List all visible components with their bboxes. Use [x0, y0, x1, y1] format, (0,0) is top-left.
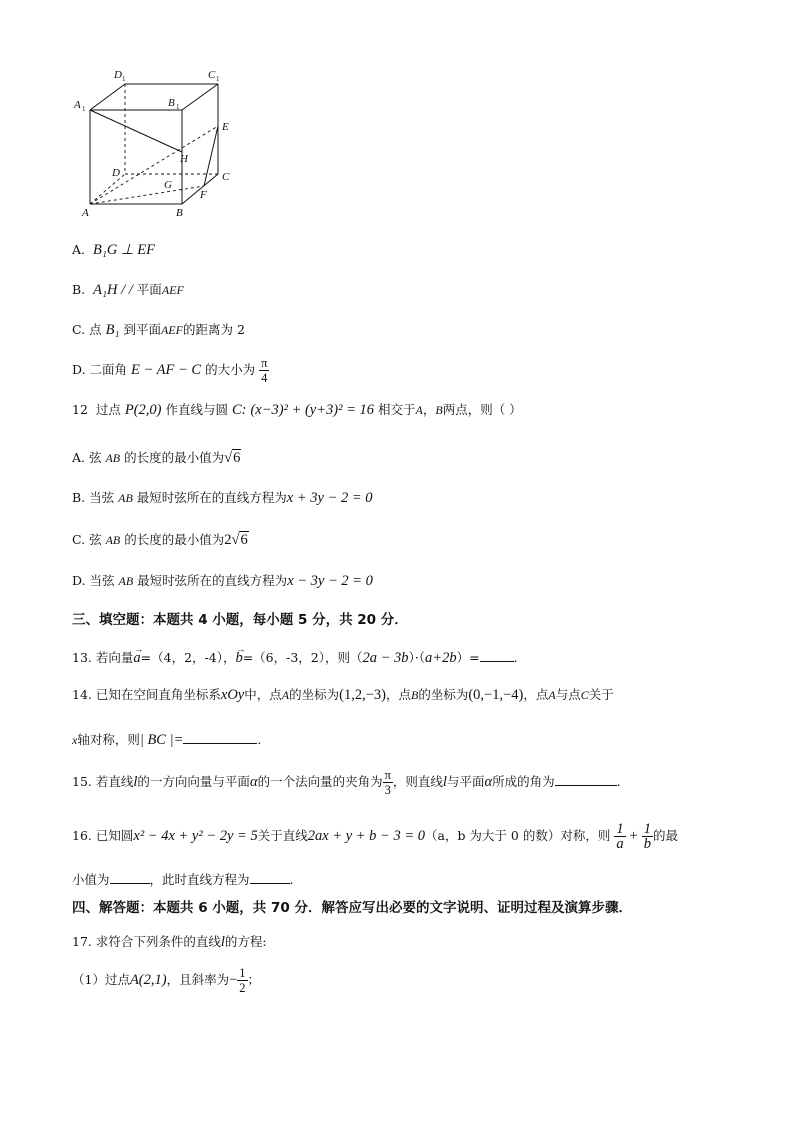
- label-h: H: [180, 153, 188, 165]
- label-d: D: [112, 167, 120, 179]
- q14-line-1: 14. 已知在空间直角坐标系xOy中，点A的坐标为(1,2,−3)，点B的坐标为(0,−1,−4)，点A与点C关于: [72, 687, 614, 703]
- label-d1-sub: 1: [122, 75, 126, 83]
- label-e: E: [222, 121, 229, 133]
- q15: 15. 若直线l的一方向向量与平面α的一个法向量的夹角为 $\frac{\pi}{3}$ ，则直线l与平面α所成的角为 .: [72, 768, 621, 797]
- q12-option-c: C. 弦 AB 的长度的最小值为2√6: [72, 532, 248, 548]
- fraction-pi-over-3: $\frac{\pi}{3}$: [384, 768, 391, 797]
- q11-option-c: C. 点 B₁ 到平面AEF的距离为 2: [72, 322, 245, 338]
- q12-option-a: A. 弦 AB 的长度的最小值为√6: [72, 450, 241, 466]
- q13: 13. 若向量 → a=（4，2，-4）， → b=（6，-3，2），则（2a − 3b）·（a+2b）= .: [72, 644, 518, 666]
- q11-option-a: A. B₁G ⊥ EF: [72, 242, 155, 258]
- q12-stem: 12 过点 P(2,0) 作直线与圆 C: (x−3)² + (y+3)² = 16 相交于A，B两点，则（ ）: [72, 402, 522, 418]
- edge-b1c1: [182, 84, 218, 110]
- section-3-heading: 三、填空题：本题共 4 小题，每小题 5 分，共 20 分．: [72, 612, 408, 628]
- segment-af-hidden: [90, 186, 204, 204]
- fraction-1-over-2: $\frac{1}{2}$: [239, 966, 246, 995]
- label-a1: A: [74, 99, 81, 111]
- edge-a1d1: [90, 84, 125, 110]
- segment-a1h: [90, 110, 182, 152]
- q16-line-2: 小值为 ，此时直线方程为 .: [72, 872, 294, 887]
- label-b1-sub: 1: [176, 103, 180, 111]
- q11-option-b: B. A₁H / / 平面AEF: [72, 282, 184, 298]
- q17-part-1: （1）过点A(2,1)，且斜率为− $\frac{1}{2}$ ；: [72, 966, 261, 995]
- q14-answer-blank[interactable]: [183, 730, 257, 744]
- fraction-1-over-b: $\frac{1}{b}$: [643, 821, 651, 852]
- cube-figure: [72, 64, 247, 220]
- fraction-pi-over-4: $\frac{\pi}{4}$: [261, 356, 268, 385]
- q17-stem: 17. 求符合下列条件的直线l的方程:: [72, 934, 267, 950]
- label-c1-sub: 1: [216, 75, 220, 83]
- cube-diagram: [72, 64, 247, 220]
- q12-option-b: B. 当弦 AB 最短时弦所在的直线方程为x + 3y − 2 = 0: [72, 490, 373, 506]
- label-c: C: [222, 171, 230, 183]
- q15-answer-blank[interactable]: [555, 772, 617, 786]
- q16-answer-blank-2[interactable]: [250, 870, 290, 884]
- label-f: F: [200, 189, 207, 201]
- label-c1: C: [208, 69, 216, 81]
- q11-option-d: D. 二面角 E − AF − C 的大小为 $\frac{\pi}{4}$: [72, 356, 268, 385]
- label-g: G: [164, 179, 172, 191]
- label-a: A: [82, 207, 89, 219]
- q16-line-1: 16. 已知圆x² − 4x + y² − 2y = 5关于直线2ax + y + b − 3 = 0（a，b 为大于 0 的数）对称，则 $\frac{1}{a}$ + $\frac{1}{b}$ 的最: [72, 821, 678, 852]
- fraction-1-over-a: $\frac{1}{a}$: [616, 821, 624, 852]
- section-4-heading: 四、解答题：本题共 6 小题，共 70 分．解答应写出必要的文字说明、证明过程及演算步骤．: [72, 900, 632, 916]
- label-b1: B: [168, 97, 175, 109]
- segment-ae-hidden: [90, 126, 218, 204]
- segment-ef: [204, 126, 218, 186]
- label-d1: D: [114, 69, 122, 81]
- label-b: B: [176, 207, 183, 219]
- q12-option-d: D. 当弦 AB 最短时弦所在的直线方程为x − 3y − 2 = 0: [72, 573, 373, 589]
- label-a1-sub: 1: [82, 105, 86, 113]
- q16-answer-blank-1[interactable]: [110, 870, 150, 884]
- q14-line-2: x轴对称，则| BC |= .: [72, 732, 262, 748]
- q13-answer-blank[interactable]: [480, 648, 514, 662]
